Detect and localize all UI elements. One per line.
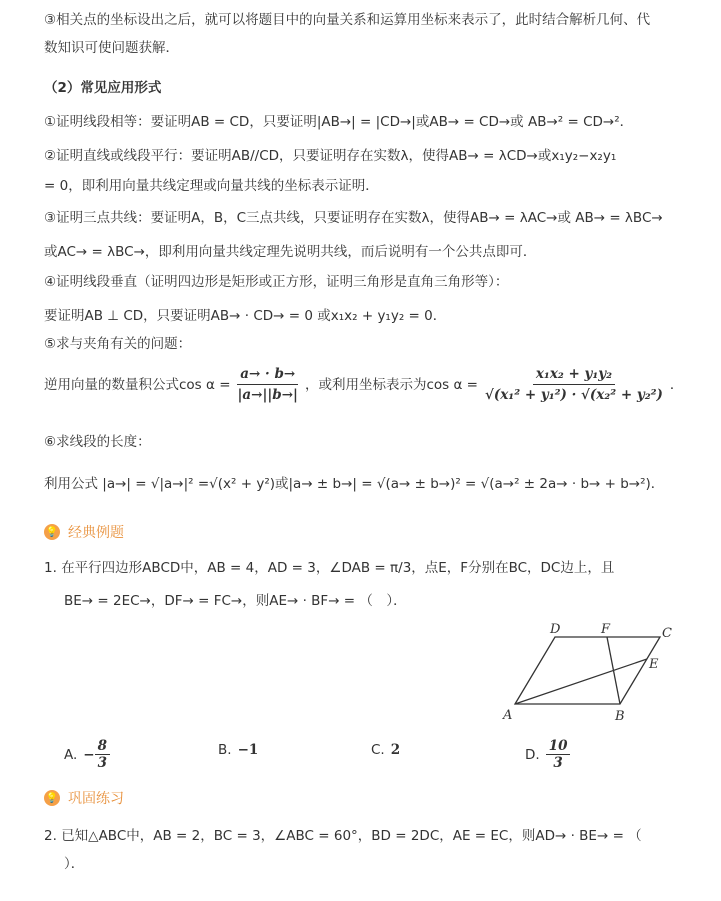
question-1-line1 [44, 558, 614, 578]
item-3-line2: 或AC→ = λBC→，即利用向量共线定理先说明共线，而后说明有一个公共点即可． [44, 244, 537, 260]
option-a-denominator: 3 [97, 755, 108, 771]
item-4-line2: 要证明AB ⊥ CD，只要证明AB→ · CD→ = 0 或x₁x₂ + y₁y₂ = 0． [44, 308, 447, 324]
item-4-line1: ④证明线段垂直（证明四边形是矩形或正方形，证明三角形是直角三角形等）： [44, 274, 509, 290]
option-d-numerator: 10 [546, 738, 571, 755]
lightbulb-icon: 💡 [44, 524, 60, 540]
section-title: （2）常见应用形式 [44, 80, 162, 96]
segment-AE [515, 659, 647, 704]
question-1-number: 1. [44, 560, 57, 576]
formula-prefix: 逆用向量的数量积公式cos α = [44, 376, 231, 393]
lightbulb-icon: 💡 [44, 790, 60, 806]
option-a[interactable] [64, 738, 110, 771]
option-c-key: C. [371, 742, 385, 758]
option-d-fraction [546, 738, 571, 771]
option-a-sign: − [83, 746, 95, 763]
vertex-label-D: D [550, 622, 561, 637]
option-d-denominator: 3 [553, 755, 563, 771]
formula-end: ． [669, 376, 684, 393]
item-2-line1: ②证明直线或线段平行：要证明AB//CD，只要证明存在实数λ，使得AB→ = λCD→或x₁y₂−x₂y₁ [44, 148, 617, 164]
item-6-line1: ⑥求线段的长度： [44, 434, 151, 450]
option-a-numerator: 8 [95, 738, 110, 755]
option-b[interactable] [218, 742, 258, 758]
option-d-key: D. [525, 746, 540, 763]
question-2-line2: ）． [64, 856, 85, 872]
option-d[interactable] [525, 738, 570, 771]
fraction-numerator-2: x₁x₂ + y₁y₂ [533, 364, 615, 385]
option-c-value: 2 [390, 742, 401, 758]
question-2-line1 [44, 826, 642, 846]
segment-BF [607, 637, 620, 704]
cos-fraction-2 [482, 364, 666, 405]
item-5-line1: ⑤求与夹角有关的问题： [44, 336, 192, 352]
point-label-F: F [601, 622, 611, 637]
item-5-formula [44, 364, 683, 405]
practice-title: 巩固练习 [68, 791, 124, 807]
formula-middle: ，或利用坐标表示为cos α = [304, 376, 478, 393]
question-2-text: 已知△ABC中，AB = 2，BC = 3，∠ABC = 60°，BD = 2DC，AE = EC，则AD→ · BE→ = （ [61, 828, 642, 844]
item-2-line2: = 0，即利用向量共线定理或向量共线的坐标表示证明． [44, 178, 379, 194]
paragraph-3-line2: 数知识可使问题获解． [44, 40, 179, 56]
point-label-E: E [649, 657, 659, 672]
practice-heading [44, 788, 124, 808]
vertex-label-B: B [615, 709, 625, 724]
vertex-label-C: C [662, 626, 672, 641]
fraction-denominator-2: √(x₁² + y₁²) · √(x₂² + y₂²) [485, 387, 663, 403]
examples-title: 经典例题 [68, 525, 124, 541]
item-1: ①证明线段相等：要证明AB = CD，只要证明|AB→| = |CD→|或AB→ = CD→或 AB→² = CD→²． [44, 114, 634, 130]
parallelogram-figure [500, 622, 680, 727]
option-c[interactable] [371, 742, 400, 758]
question-1-line2: BE→ = 2EC→，DF→ = FC→，则AE→ · BF→ = （ ）． [64, 593, 407, 609]
option-a-key: A. [64, 746, 78, 763]
question-1-text: 在平行四边形ABCD中，AB = 4，AD = 3，∠DAB = π/3，点E，F分别在BC，DC边上，且 [61, 560, 615, 576]
fraction-denominator: |a→||b→| [237, 387, 298, 403]
item-6-formula: 利用公式 |a→| = √|a→|² =√(x² + y²)或|a→ ± b→| = √(a→ ± b→)² = √(a→² ± 2a→ · b→ + b→²)． [44, 476, 665, 492]
cos-fraction-1 [235, 364, 301, 405]
question-2-number: 2. [44, 828, 57, 844]
parallelogram-shape [515, 637, 660, 704]
examples-heading [44, 522, 124, 542]
fraction-numerator: a→ · b→ [237, 364, 298, 385]
paragraph-3-line1: ③相关点的坐标设出之后，就可以将题目中的向量关系和运算用坐标来表示了，此时结合解析几何、代 [44, 12, 651, 28]
vertex-label-A: A [503, 708, 513, 723]
option-b-key: B. [218, 742, 232, 758]
option-a-fraction [95, 738, 110, 771]
option-b-value: −1 [237, 742, 259, 758]
item-3-line1: ③证明三点共线：要证明A，B，C三点共线，只要证明存在实数λ，使得AB→ = λAC→或 AB→ = λBC→ [44, 210, 663, 226]
